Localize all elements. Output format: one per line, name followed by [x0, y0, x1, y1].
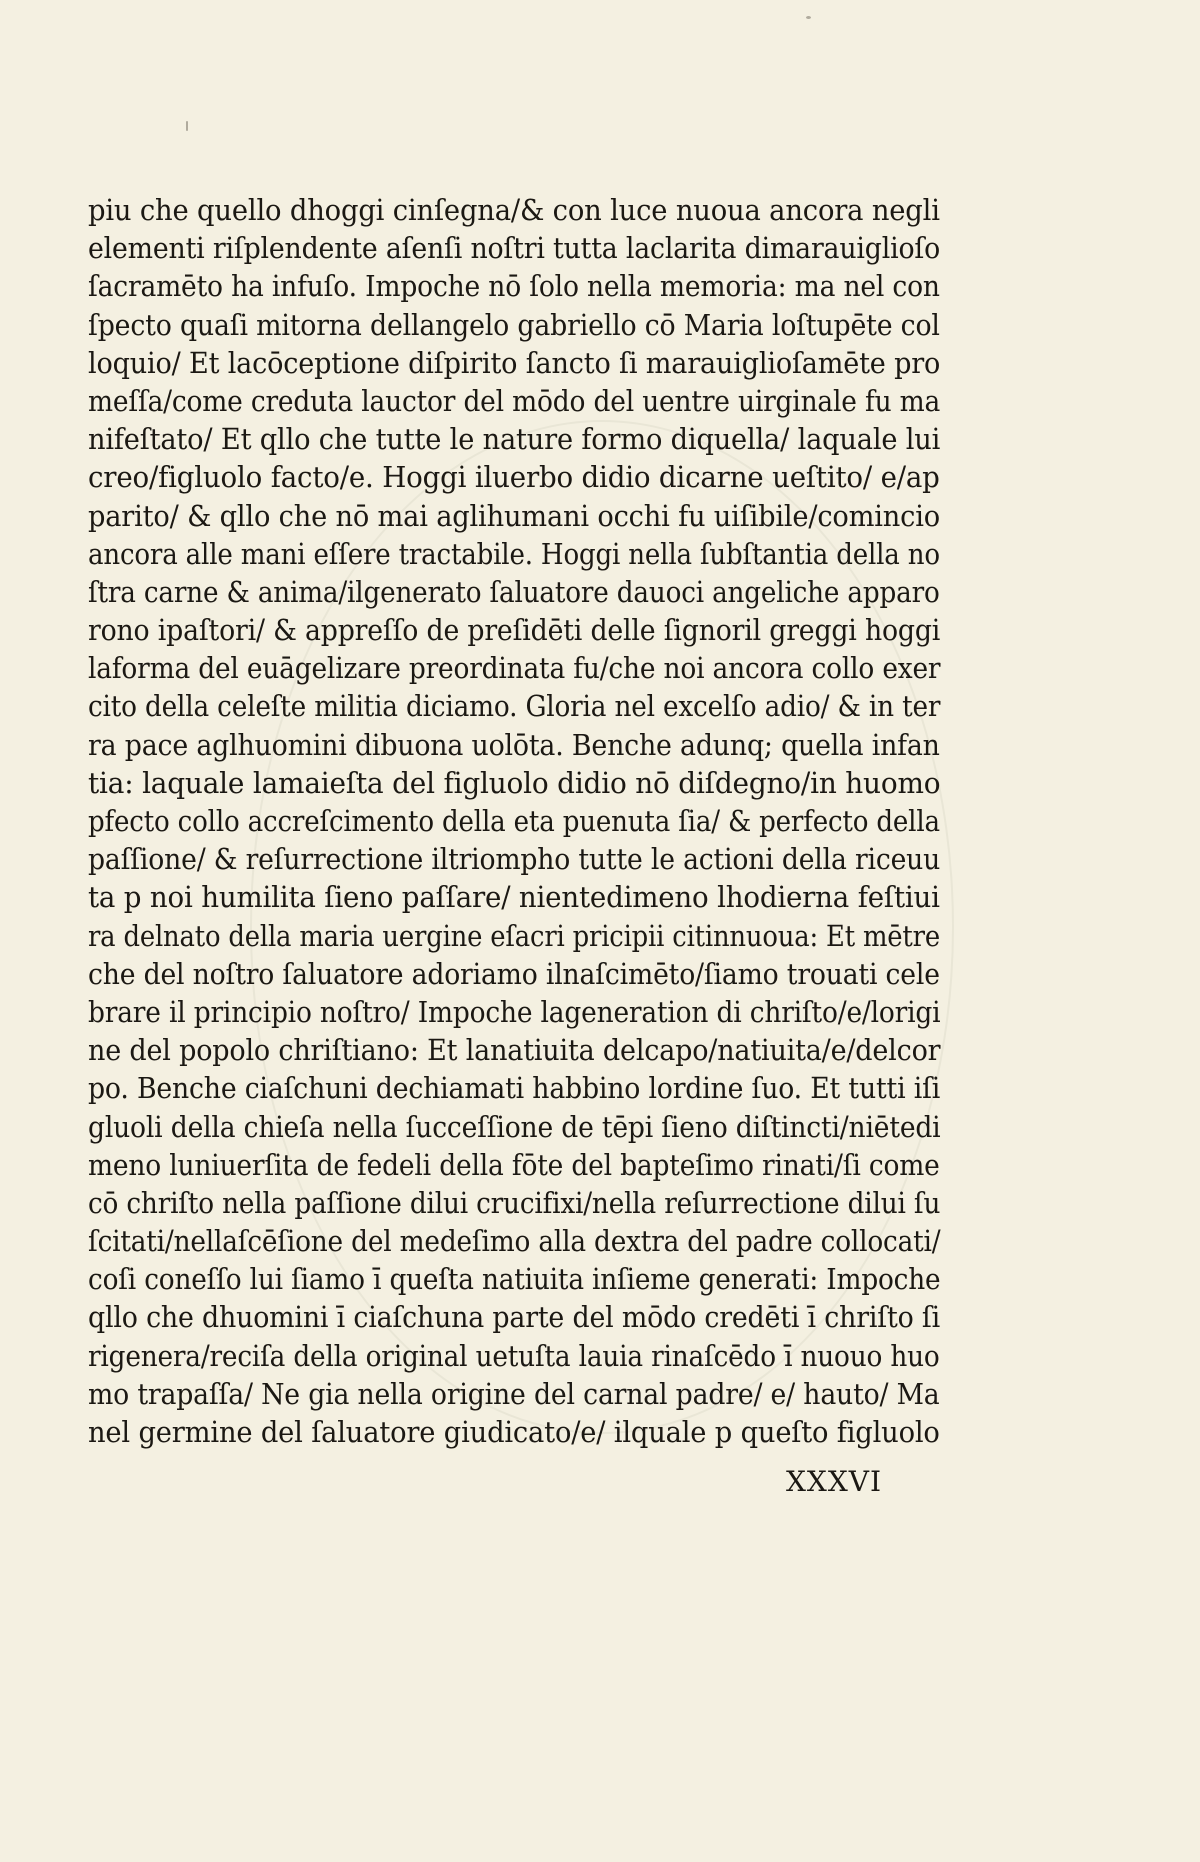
- text-line: ancora alle mani eſſere tractabile. Hoggi nella ſubſtantia della no: [88, 537, 940, 571]
- text-line: piu che quello dhoggi cinſegna/& con luce nuoua ancora negli: [88, 194, 940, 227]
- text-line: paſſione/ & reſurrectione iltriompho tutte le actioni della riceuu: [88, 843, 941, 877]
- text-line: ſcitati/nellaſcēſione del medeſimo alla dextra del padre collocati/: [88, 1225, 941, 1259]
- text-line: meno luniuerſita de fedeli della fōte del bapteſimo rinati/ſi come: [88, 1148, 940, 1182]
- text-line: ne del popolo chriſtiano: Et lanatiuita delcapo/natiuita/e/delcor: [88, 1034, 941, 1068]
- text-line: mo trapaſſa/ Ne gia nella origine del carnal padre/ e/ hauto/ Ma: [88, 1377, 940, 1411]
- text-line: laforma del euāgelizare preordinata fu/che noi ancora collo exer: [88, 652, 941, 686]
- text-line: ſacramēto ha infuſo. Impoche nō ſolo nella memoria: ma nel con: [88, 270, 940, 304]
- text-line: rigenera/reciſa della original uetuſta lauia rinaſcēdo ī nuouo huo: [88, 1339, 940, 1373]
- text-line: po. Benche ciaſchuni dechiamati habbino lordine ſuo. Et tutti iſi: [88, 1072, 941, 1106]
- text-line: gluoli della chieſa nella ſucceſſione de tēpi ſieno diſtincti/niētedi: [88, 1110, 941, 1144]
- paper-speck: [186, 121, 188, 131]
- text-line: nel germine del ſaluatore giudicato/e/ ilquale p queſto figluolo: [88, 1416, 940, 1449]
- text-line: parito/ & qllo che nō mai aglihumani occhi fu uiſibile/comincio: [88, 499, 940, 533]
- text-line: creo/figluolo facto/e. Hoggi iluerbo didio dicarne ueſtito/ e/ap: [88, 461, 940, 495]
- text-line: nifeſtato/ Et qllo che tutte le nature formo diquella/ laquale lui: [88, 423, 941, 457]
- text-line: cō chriſto nella paſſione dilui crucifixi/nella reſurrectione dilui ſu: [88, 1186, 941, 1220]
- text-line: pfecto collo accreſcimento della eta puenuta ſia/ & perfecto della: [88, 805, 940, 838]
- text-line: ra delnato della maria uergine eſacri pricipii citinnuoua: Et mētre: [88, 919, 940, 953]
- text-line: brare il principio noſtro/ Impoche lageneration di chriſto/e/lorigi: [88, 995, 941, 1029]
- text-line: elementi riſplendente aſenſi noſtri tutta laclarita dimarauiglioſo: [88, 232, 941, 266]
- text-line: ſpecto quaſi mitorna dellangelo gabriello cō Maria loſtupēte col: [88, 308, 940, 342]
- text-line: meſſa/come creduta lauctor del mōdo del uentre uirginale fu ma: [88, 384, 941, 418]
- text-line: loquio/ Et lacōceptione diſpirito ſancto ſi marauiglioſamēte pro: [88, 346, 941, 380]
- text-line: che del noſtro ſaluatore adoriamo ilnaſcimēto/ſiamo trouati cele: [88, 957, 940, 991]
- text-line: coſi coneſſo lui ſiamo ī queſta natiuita inſieme generati: Impoche: [88, 1263, 941, 1297]
- paper-speck: [806, 16, 811, 19]
- text-line: ra pace aglhuomini dibuona uolōta. Benche adunq; quella infan: [88, 728, 940, 762]
- folio-number: XXXVI: [786, 1465, 883, 1498]
- text-line: tia: laquale lamaieſta del figluolo didio nō diſdegno/in huomo: [88, 766, 941, 800]
- text-line: rono ipaſtori/ & appreſſo de preſidēti delle ſignoril greggi hoggi: [88, 614, 941, 648]
- text-line: ſtra carne & anima/ilgenerato ſaluatore dauoci angeliche apparo: [88, 575, 940, 609]
- text-line: qllo che dhuomini ī ciaſchuna parte del mōdo credēti ī chriſto ſi: [88, 1301, 941, 1335]
- text-line: cito della celeſte militia diciamo. Gloria nel excelſo adio/ & in ter: [88, 690, 941, 724]
- text-line: ta p noi humilita ſieno paſſare/ nientedimeno lhodierna feſtiui: [88, 881, 940, 915]
- body-text: [88, 192, 940, 1452]
